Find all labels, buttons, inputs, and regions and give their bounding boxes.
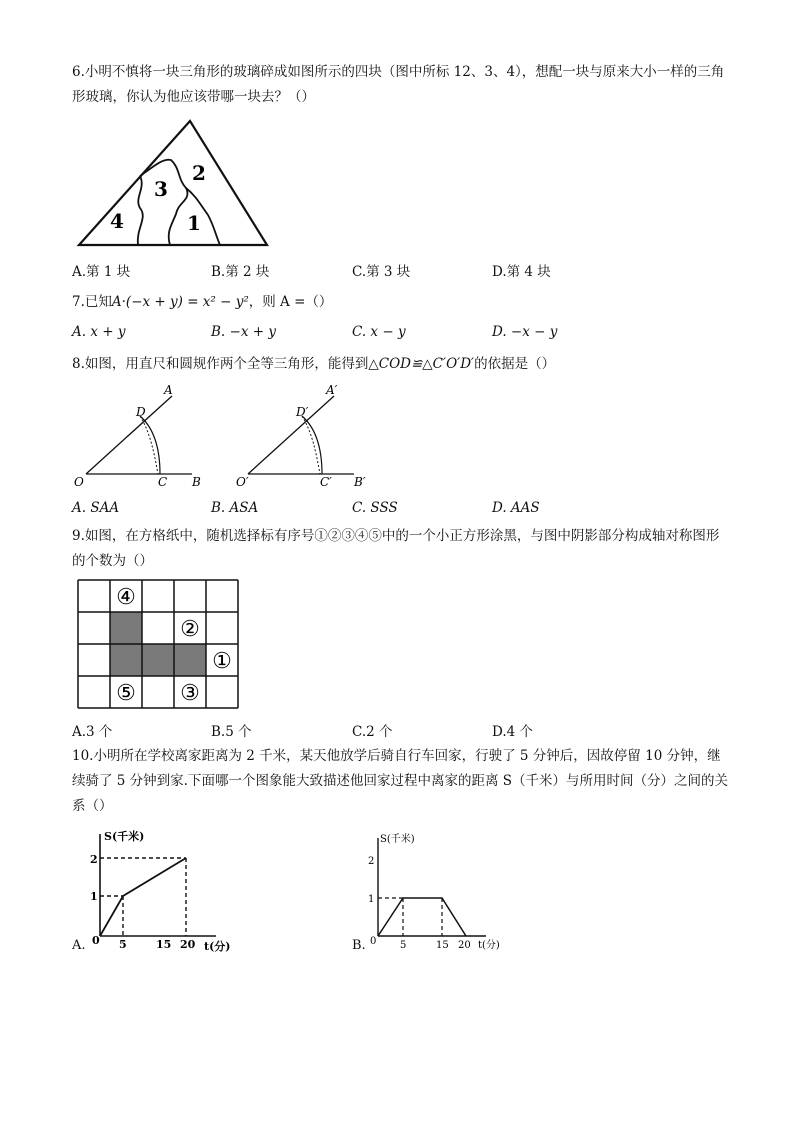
option-c[interactable]: C.2 个 — [352, 724, 393, 740]
option-b[interactable]: B. −x + y — [211, 324, 276, 340]
y-tick-1: 1 — [368, 894, 375, 905]
y-tick-0: 0 — [92, 934, 100, 947]
piece-label-4: 4 — [110, 209, 124, 233]
q8-relation: △COD≌△C′O′D′ — [368, 356, 475, 372]
cell-label-1: ① — [212, 649, 232, 674]
option-a[interactable]: A. SAA — [72, 500, 120, 516]
question-8-options — [72, 500, 732, 524]
shaded-cell — [174, 644, 206, 676]
option-b[interactable]: B. ASA — [211, 500, 259, 516]
label-o-prime: O′ — [236, 475, 249, 489]
q7-prefix: 7.已知 — [72, 294, 112, 310]
x-tick-20: 20 — [180, 938, 196, 951]
question-8-text — [72, 352, 732, 377]
x-tick-5: 5 — [400, 940, 407, 951]
label-a: A — [164, 383, 173, 397]
option-c[interactable]: C. x − y — [352, 324, 406, 340]
option-c[interactable]: C. SSS — [352, 500, 398, 516]
option-a[interactable]: A.3 个 — [72, 724, 113, 740]
option-a[interactable]: A. x + y — [72, 324, 126, 340]
label-c: C — [158, 475, 168, 489]
option-b[interactable]: B.第 2 块 — [211, 264, 270, 280]
q8-prefix: 8.如图，用直尺和圆规作两个全等三角形，能得到 — [72, 356, 369, 372]
y-axis-label: S(千米) — [380, 834, 415, 845]
label-d: D — [136, 405, 146, 419]
option-d[interactable]: D. AAS — [492, 500, 540, 516]
dashed-arc-cd — [140, 416, 158, 474]
cell-label-3: ③ — [180, 681, 200, 706]
question-7-options — [72, 324, 732, 348]
x-tick-20: 20 — [458, 940, 471, 951]
q7-suffix: ，则 A =（） — [248, 294, 333, 310]
graph-a-option-label[interactable]: A. — [72, 938, 86, 953]
piece-label-3: 3 — [154, 177, 168, 201]
shaded-cell — [110, 612, 142, 644]
piece-label-1: 1 — [187, 211, 201, 235]
y-axis-label: S(千米) — [104, 830, 145, 843]
y-tick-2: 2 — [368, 856, 375, 867]
x-tick-15: 15 — [436, 940, 449, 951]
q7-equation: A·(−x + y) = x² − y² — [111, 294, 249, 310]
question-6-options — [72, 260, 732, 284]
label-c-prime: C′ — [320, 475, 332, 489]
cell-label-5: ⑤ — [116, 681, 136, 706]
y-tick-2: 2 — [90, 853, 98, 866]
option-b[interactable]: B.5 个 — [211, 724, 252, 740]
question-10-text: 10.小明所在学校离家距离为 2 千米，某天他放学后骑自行车回家，行驶了 5 分钟后，因故停留 10 分钟，继续骑了 5 分钟到家.下面哪一个图象能大致描述他回家过程中离家的距离 S（千米）与所用时间（分）之间的关系（） — [72, 748, 729, 814]
graph-a[interactable] — [86, 826, 236, 951]
crack-line-middle — [169, 188, 188, 245]
label-d-prime: D′ — [296, 405, 309, 419]
angle-construction-figure-1 — [72, 380, 222, 490]
shaded-cell — [110, 644, 142, 676]
angle-construction-figure-2 — [234, 380, 384, 490]
option-d[interactable]: D. −x − y — [492, 324, 558, 340]
arc-cd — [140, 416, 160, 474]
option-a[interactable]: A.第 1 块 — [72, 264, 131, 280]
option-c[interactable]: C.第 3 块 — [352, 264, 411, 280]
x-axis-label: t(分) — [478, 940, 500, 951]
x-tick-15: 15 — [156, 938, 172, 951]
y-tick-0: 0 — [370, 936, 377, 947]
shaded-cell — [142, 644, 174, 676]
crack-line-top — [140, 160, 220, 245]
graph-line — [378, 898, 466, 936]
cell-label-4: ④ — [116, 585, 136, 610]
label-b-prime: B′ — [354, 475, 366, 489]
x-tick-5: 5 — [119, 938, 127, 951]
label-o: O — [74, 475, 84, 489]
arc-cd — [302, 416, 322, 474]
question-6-text: 6.小明不慎将一块三角形的玻璃碎成如图所示的四块（图中所标 12、3、4），想配一块与原来大小一样的三角形玻璃，你认为他应该带哪一块去？（） — [72, 64, 725, 105]
question-9-options — [72, 720, 732, 744]
label-a-prime: A′ — [326, 383, 338, 397]
broken-glass-triangle-figure — [74, 118, 274, 248]
label-b: B — [192, 475, 201, 489]
question-9-text: 9.如图，在方格纸中，随机选择标有序号①②③④⑤中的一个小正方形涂黑，与图中阴影部分构成轴对称图形的个数为（） — [72, 528, 720, 569]
cell-label-2: ② — [180, 617, 200, 642]
crack-line-left — [138, 176, 143, 245]
x-axis-label: t(分) — [204, 940, 231, 953]
option-d[interactable]: D.第 4 块 — [492, 264, 551, 280]
square-grid-figure — [78, 580, 238, 710]
dashed-arc-cd — [302, 416, 320, 474]
graph-b-option-label[interactable]: B. — [352, 938, 366, 953]
y-tick-1: 1 — [90, 890, 98, 903]
graph-b[interactable] — [366, 830, 516, 950]
option-d[interactable]: D.4 个 — [492, 724, 534, 740]
question-7-text — [72, 290, 732, 315]
q8-suffix: 的依据是（） — [474, 356, 556, 372]
grid-lines — [78, 580, 238, 708]
outer-triangle — [79, 121, 267, 245]
graph-line — [100, 858, 186, 936]
piece-label-2: 2 — [192, 161, 206, 185]
